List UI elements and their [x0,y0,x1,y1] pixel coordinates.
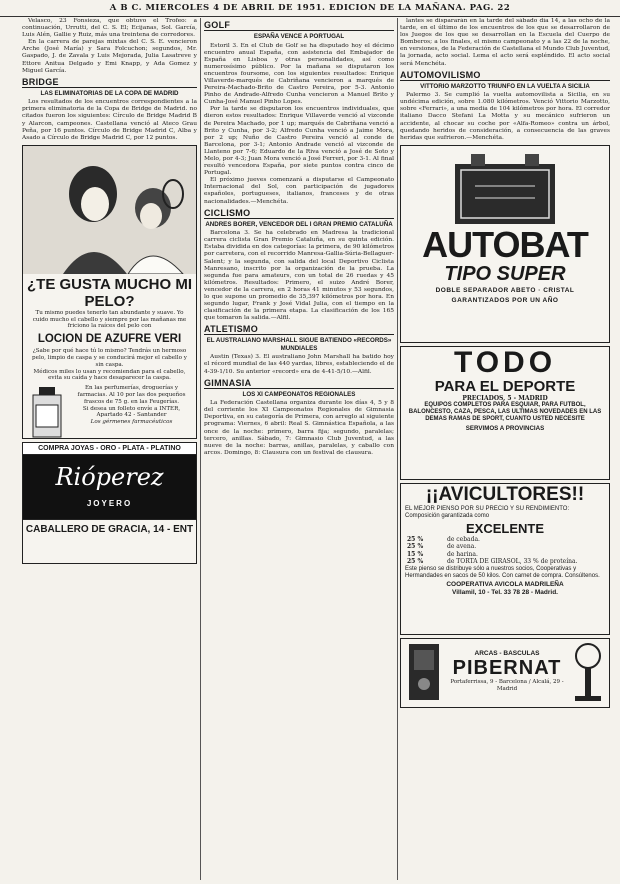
ad-text: ARCAS - BASCULAS [474,650,540,658]
section-label-gimnasia: GIMNASIA [204,378,394,389]
ad-hair-lotion [22,145,197,439]
ad-text: Tu mismo puedes tenerlo tan abundante y suave. Yo cuido mucho el cabello y siempre por las mañanas me friciono la raíces del pelo con [32,309,187,330]
article-headline: ESPAÑA VENCE A PORTUGAL [253,33,345,40]
column-rule [397,18,398,880]
ad-text: Los gérmenes farmacéuticos [90,419,173,426]
article-headline: LOS XI CAMPEONATOS REGIONALES [242,390,356,398]
ad-text: EL MEJOR PIENSO POR SU PRECIO Y SU RENDIMIENTO: Composición garantizada como [405,505,570,520]
section-label-ciclismo: CICLISMO [204,208,394,219]
ad-text: JOYERO [86,498,133,508]
list-item: 25 % de TORTA DE GIRASOL, 33 % de proteína. [407,558,578,566]
article-text: Austin (Texas) 3. El australiano John Marshall ha batido hoy el récord mundial de las 440 yardas, libres, estableciendo el de 4-39-1/10. Su anterior «record» era de 4-41-5/10.—Alfil. [204,354,394,375]
ad-text: Si desea un folleto envíe a INTER, Apartado 42 - Santander [82,405,181,419]
ad-address: Villamil, 10 - Tel. 33 78 28 - Madrid. [452,588,558,596]
article-headline: ANDRES BORER, VENCEDOR DEL I GRAN PREMIO CATALUÑA [205,220,393,228]
section-label-bridge: BRIDGE [22,77,197,88]
article-headline: VITTORIO MARZOTTO TRIUNFO EN LA VUELTA A SICILIA [420,82,590,90]
article-text: En la carrera de parejas mixtas del C. S. E. vencieron Arche (José María) y Sara Folcuchon; segundos, Mr. Gaspado, J. de Zavala y Luis Mejorada, Julia Lasatreve y Ettore Anitua Delgado y Emi Knapp, y Ada Gomez y Miguel García. [22,39,197,74]
article-text: El próximo jueves comenzará a disputarse el Campeonato Internacional del Sol, con participación de jugadores españoles, portugueses, italianos, franceses y de otras nacionalidades.—Menchéta. [204,177,394,205]
article-text: Palermo 3. Se cumplió la vuelta automovilista a Sicilia, en su undécima edición, sobre 1.080 kilómetros. Venció Vittorio Marzotto, sobre «Ferrari», a una media de 104 kilómetros por hora. El corredor italiano Dacco Stefani La Motta y su mecánico sufrieron un accidente, al chocar su coche por «Alfa-Romeo» contra un árbol, quedando heridos de consideración, a consecuencia de las graves heridas que sufrieron.—Menchéta. [400,92,610,141]
column-rule [200,18,201,880]
list-item: 15 % de harina. [407,550,478,558]
ad-text: En las perfumerías, droguerías y farmacias. Al 10 por las dos pequeños frascos de 75 g. en las Feugerías. [77,385,186,405]
bottle-icon [27,385,67,439]
ad-address: CABALLERO DE GRACIA, 14 - ENT [23,519,196,539]
ad-headline: ¡¡AVICULTORES!! [425,483,585,505]
scale-icon [571,640,605,704]
ad-text: GARANTIZADOS POR UN AÑO [451,296,559,304]
ad-text: EQUIPOS COMPLETOS PARA ESQUIAR, PARA FUTBOL, BALONCESTO, CAZA, PESCA, LAS ULTIMAS NOVEDADES EN LAS DEMAS RAMAS DE SPORT, CUANTO USTED NECESITE [408,401,602,422]
ad-address: PRECIADOS, 5 - MADRID [462,394,548,402]
ad-jeweler [22,442,197,564]
article-text: Por la tarde se disputaron los encuentros individuales, que dieron estos resultados: Enrique Villaverde venció al vizconde de Pereira Machado, por 1 up; marqués de Cabriñana venció a Brito y Cunha, por 3-2; Alfredo Cunha venció a Jaime Mora, por 2 up; Nuño de Castro Pereira venció al conde de Barcelona, por 3-1; Antonio Andrade venció al vizconde de Llanteno por 7-6; Eduardo de la Riva venció a José de Soto y Melo, por 4-3; Juan Mora venció a José Ferreri, por 3-1. Al final resultó vencedora España, por siete puntos contra cinco de Portugal. [204,106,394,177]
ad-brand: COOPERATIVA AVICOLA MADRILEÑA [446,580,564,588]
ad-todo-deporte [400,346,610,480]
ad-text: DOBLE SEPARADOR ABETO · CRISTAL [435,286,575,294]
article-text: lantes se dispararán en la tarde del sábado día 14, a las ocho de la tarde, en el último de los encuentros de los que se desarrollaron de los Juegos de los que se desarrollan en la Escuela del Cuerpo de Bomberos; a los finales, el mismo campeonato y a las 22 de la noche, en versiones, de la Federación de Castellana el Mundo Club Juventud, la jornada, acto social. Lema el acto será espléndido. El acto social será Menchéta. [400,18,610,67]
page-header: A B C. MIERCOLES 4 DE ABRIL DE 1951. EDICION DE LA MAÑANA. PAG. 22 [0,0,620,17]
article-text: Barcelona 3. Se ha celebrado en Madresa la tradicional carrera ciclista Gran Premio Cataluña, en su quinta edición. Estaba dividida en dos categorías: la primera, de 90 kilómetros por carretera, con el recorrido Manresa-Gallia-Súria-Bellaguer-Salent; y la segunda, con salida del local Deportivo Ciclista Manresano, inscrito por la organización de la prueba. La segunda fue para amateurs, con un total de 26 ruedas y 45 kilómetros. Resultados: Primero, el suizo André Borer, vencedor de la carrera, en 2 horas 41 minutos y 53 segundos, lo que supone un promedio de 35,397 kilómetros por hora. En segundo lugar, Frank y José Vidal Julia, con el tiempo en la clasificación de la primera etapa. La clasificación de los 165 que tomaron la salida.—Alfil. [204,230,394,322]
column-left [22,18,197,878]
section-label-automovilismo: AUTOMOVILISMO [400,70,610,81]
section-label-atletismo: ATLETISMO [204,324,394,335]
ad-headline: ¿TE GUSTA MUCHO MI PELO? [27,275,192,310]
women-illustration-icon [23,146,197,274]
ad-emphasis: EXCELENTE [465,520,544,536]
ad-pibernat [400,638,610,708]
safe-icon [405,640,443,704]
article-text: Velasco, 23 Fonsieza, que obtuvo el Trofeo: a continuación, Urrutti, del C. S. El; Ecijanas, Sol. García, Luis Alén, Gallie y Ruiz, más una treintena de corredores. [22,18,197,39]
list-item: 25 % de cebada. [407,535,480,543]
ad-subtitle: PARA EL DEPORTE [434,377,576,395]
column-center [204,18,394,878]
battery-icon [445,150,565,226]
ad-product-name: LOCION DE AZUFRE VERI [37,333,182,346]
ad-brand: PIBERNAT [452,657,562,680]
ad-text: SERVIMOS A PROVINCIAS [465,424,545,432]
ad-text: Este pienso se distribuye sólo a nuestros socios, Cooperativas y Hermandades en sacos de 50 kilos. Con carnet de compra. Consúltenos. [405,565,600,580]
section-label-golf: GOLF [204,20,394,31]
article-text: La Federación Castellana organiza durante los días 4, 5 y 8 del corriente los XI Campeonatos Regionales de Gimnasia Deportiva, en su categoría de Primera, con arreglo al siguiente programa: Viernes, 6 abril: Real S. Gimnástica Española, a las once de la noche: primero, barra fija; segundo, paralelas; tercero, anillas. Sábado, 7: Gimnasio Club Juventud, a las nueve de la noche: barras, anillas, paralelas, y caballo con arcos. Domingo, 8: Clausura con un festival de clausura. [204,400,394,456]
ad-brand: TODO [453,345,557,379]
article-headline: EL AUSTRALIANO MARSHALL SIGUE BATIENDO «RECORDS» MUNDIALES [206,337,392,352]
ad-brand: Rióperez [55,462,164,491]
article-text: Los resultados de los encuentros correspondientes a la primera eliminatoria de la Copa de Bridge de Madrid. no citados fueron los siguientes: Círculo de Bridge Madrid B y Alarcon, campeones. Castellana venció al Ateco Grau Peña, por 16 puntos. Círculo de Bridge Madrid C, Alba y Asado a Círculo de Bridge Madrid C, por 12 puntos. [22,99,197,141]
article-headline: LAS ELIMINATORIAS DE LA COPA DE MADRID [40,89,179,97]
list-item: 25 % de avena. [407,543,477,551]
ad-text: Médicos miles lo usan y recomiendan para el cabello, evita su caída y hace desaparecer la caspa. [33,368,186,382]
ad-address: Portaferrissa, 9 - Barcelona / Alcalá, 29 - Madrid [450,679,564,693]
illustration-women [23,146,196,274]
ad-avicultores [400,483,610,635]
ad-brand: AUTOBAT [422,223,588,265]
ad-autobat-battery [400,145,610,343]
ad-text: ¿Sabe por qué hace tú lo mismo? Tendrás un hermoso pelo, limpio de caspa y se conducirá mejor el cabello y sin caspa. [32,348,187,368]
ad-model: TIPO SUPER [444,262,566,285]
ad-text: COMPRA JOYAS - ORO - PLATA - PLATINO [23,443,196,455]
column-right [400,18,610,878]
article-text: Estoril 3. En el Club de Golf se ha disputado hoy el décimo encuentro anual España, con asistencia del Embajador de España en Lisboa y otras personalidades, así como numerosísimo público. Por la mañana se disputaron los encuentros foursome, con los siguientes resultados: Enrique Villaverde-marqués de Cabriñana vencieron a marqués de Pereira-Machado-Brito de Castro Pereira, por 5-3. Antonio Pinho de Andrade-Alfredo Cunha vencieron a Manuel Brito y Cunha-José Manuel Pinho Lopes. [204,42,394,106]
